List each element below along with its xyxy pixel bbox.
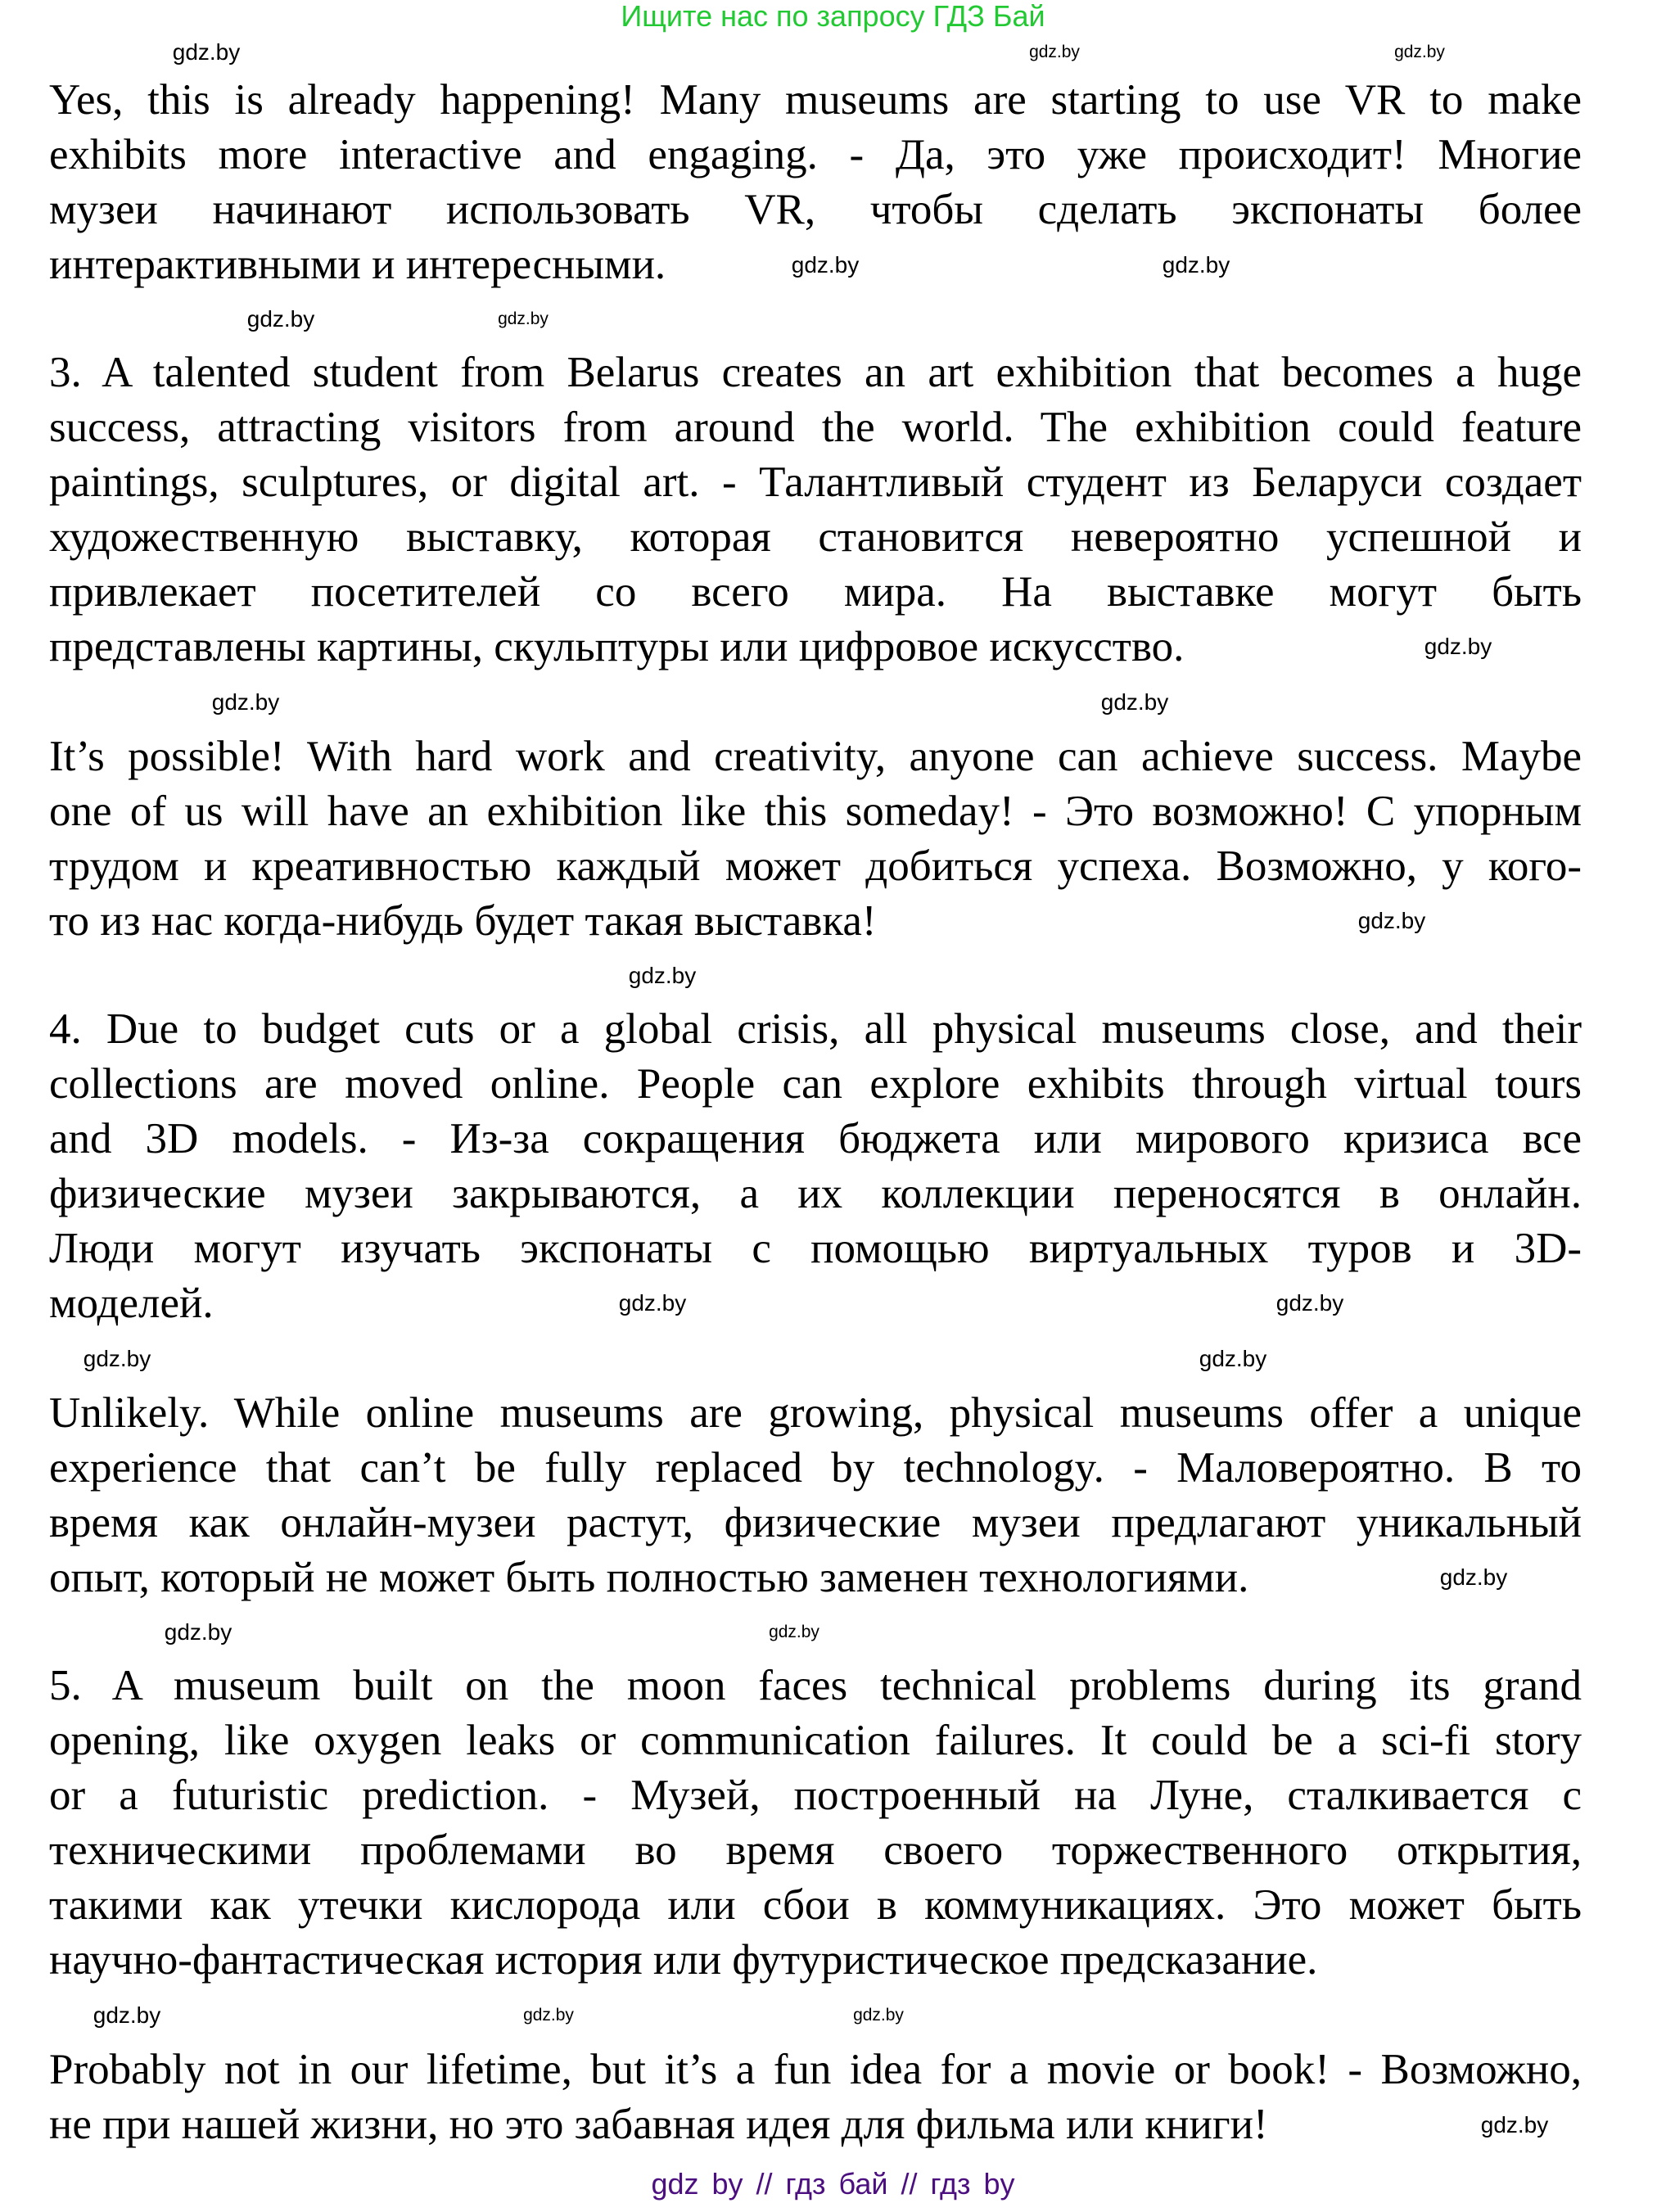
text-line: опыт, который не может быть полностью заменен технологиями. — [49, 1554, 1249, 1601]
watermark: gdz.by — [1275, 1290, 1344, 1316]
text-line: научно-фантастическая история или футуристическое предсказание. — [49, 1936, 1318, 1984]
paragraph — [49, 345, 1582, 675]
watermark: gdz.by — [1199, 1346, 1267, 1371]
watermark: gdz.by — [164, 1619, 233, 1645]
text-line: exhibits more interactive and engaging. - Да, это уже происходит! Многие — [49, 131, 1582, 178]
text-line: интерактивными и интересными. — [49, 241, 666, 288]
watermark: gdz.by — [93, 2002, 161, 2028]
watermark: gdz.by — [523, 2006, 574, 2025]
paragraph — [49, 729, 1582, 949]
paragraph — [49, 1002, 1582, 1331]
watermark: gdz.by — [628, 963, 697, 988]
text-line: collections are moved online. People can explore exhibits through virtual tours — [49, 1060, 1582, 1108]
watermark: gdz.by — [853, 2006, 904, 2025]
watermark: gdz.by — [1439, 1564, 1508, 1590]
text-line: физические музеи закрываются, а их коллекции переносятся в онлайн. — [49, 1170, 1582, 1217]
watermark: gdz.by — [498, 309, 549, 328]
watermark: gdz.by — [1480, 2112, 1549, 2138]
text-line: success, attracting visitors from around the world. The exhibition could feature — [49, 404, 1582, 451]
paragraph — [49, 2043, 1582, 2152]
watermark: gdz.by — [1100, 689, 1169, 715]
watermark: gdz.by — [1162, 252, 1230, 278]
text-line: 4. Due to budget cuts or a global crisis, all physical museums close, and their — [49, 1005, 1582, 1053]
text-line: 3. A talented student from Belarus creates an art exhibition that becomes a huge — [49, 349, 1582, 396]
watermark: gdz.by — [172, 39, 241, 65]
text-line: время как онлайн-музеи растут, физические музеи предлагают уникальный — [49, 1499, 1582, 1546]
text-line: and 3D models. - Из-за сокращения бюджета или мирового кризиса все — [49, 1115, 1582, 1162]
text-line: трудом и креативностью каждый может добиться успеха. Возможно, у кого- — [49, 842, 1582, 890]
text-line: Probably not in our lifetime, but it’s a fun idea for a movie or book! - Возможно, — [49, 2046, 1582, 2093]
text-line: моделей. — [49, 1280, 214, 1327]
paragraph — [49, 1386, 1582, 1605]
watermark: gdz.by — [1029, 43, 1080, 61]
watermark: gdz.by — [1424, 634, 1492, 659]
search-banner: Ищите нас по запросу ГДЗ Бай — [621, 0, 1045, 33]
text-line: Unlikely. While online museums are growing, physical museums offer a unique — [49, 1389, 1582, 1437]
text-line: то из нас когда-нибудь будет такая выставка! — [49, 897, 877, 945]
text-line: It’s possible! With hard work and creativity, anyone can achieve success. Maybe — [49, 733, 1582, 780]
footer-links: gdz by // гдз бай // гдз by — [651, 2167, 1015, 2201]
text-line: представлены картины, скульптуры или цифровое искусство. — [49, 623, 1185, 670]
text-line: музеи начинают использовать VR, чтобы сделать экспонаты более — [49, 186, 1582, 233]
text-line: такими как утечки кислорода или сбои в коммуникациях. Это может быть — [49, 1881, 1582, 1929]
watermark: gdz.by — [246, 306, 315, 332]
watermark: gdz.by — [83, 1346, 151, 1371]
text-line: техническими проблемами во время своего торжественного открытия, — [49, 1826, 1582, 1874]
text-line: or a futuristic prediction. - Музей, построенный на Луне, сталкивается с — [49, 1772, 1582, 1819]
paragraph — [49, 1659, 1582, 1988]
text-line: художественную выставку, которая становится невероятно успешной и — [49, 513, 1582, 561]
watermark: gdz.by — [791, 252, 860, 278]
text-line: не при нашей жизни, но это забавная идея для фильма или книги! — [49, 2101, 1268, 2148]
watermark: gdz.by — [1394, 43, 1445, 61]
text-line: paintings, sculptures, or digital art. - Талантливый студент из Беларуси создает — [49, 458, 1582, 506]
watermark: gdz.by — [1357, 908, 1426, 933]
watermark: gdz.by — [769, 1623, 819, 1641]
text-line: привлекает посетителей со всего мира. На выставке могут быть — [49, 568, 1582, 616]
text-line: opening, like oxygen leaks or communication failures. It could be a sci-fi story — [49, 1717, 1582, 1764]
text-line: Yes, this is already happening! Many museums are starting to use VR to make — [49, 76, 1582, 124]
text-line: one of us will have an exhibition like this someday! - Это возможно! С упорным — [49, 788, 1582, 835]
watermark: gdz.by — [211, 689, 280, 715]
watermark: gdz.by — [618, 1290, 687, 1316]
text-line: experience that can’t be fully replaced by technology. - Маловероятно. В то — [49, 1444, 1582, 1492]
text-line: Люди могут изучать экспонаты с помощью виртуальных туров и 3D- — [49, 1225, 1582, 1272]
text-line: 5. A museum built on the moon faces technical problems during its grand — [49, 1662, 1582, 1709]
